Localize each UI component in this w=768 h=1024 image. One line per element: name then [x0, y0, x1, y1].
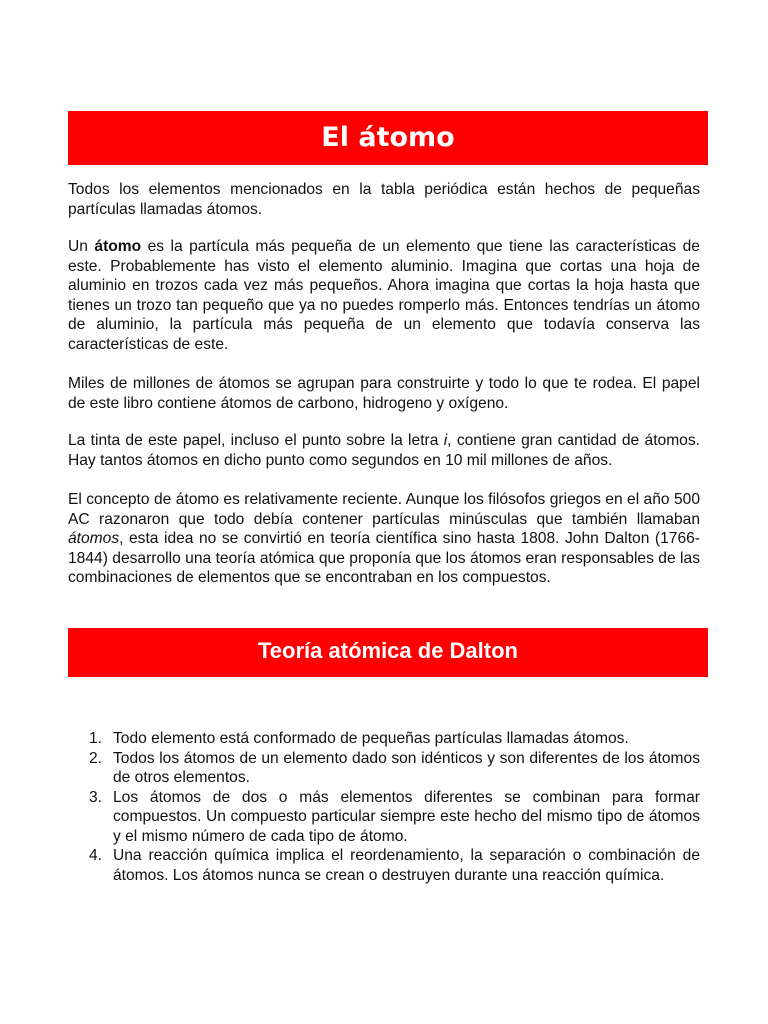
heading-dalton: Teoría atómica de Dalton — [258, 638, 518, 663]
paragraph-atom-definition — [68, 237, 700, 354]
para-5-rest: , esta idea no se convirtió en teoría científica sino hasta 1808. John Dalton (1766-1844) desarrollo una teoría atómica que proponía que los átomos eran responsables de las combinaciones de elementos que se encontraban en los compuestos. — [68, 530, 700, 586]
paragraph-intro-text: Todos los elementos mencionados en la tabla periódica están hechos de pequeñas partículas llamadas átomos. — [68, 181, 700, 218]
paragraph-billions — [68, 374, 700, 413]
list-item — [68, 729, 700, 749]
dalton-theory-list — [68, 729, 700, 885]
paragraph-history-text — [68, 490, 700, 588]
list-item — [68, 788, 700, 847]
list-item-text: Todo elemento está conformado de pequeñas partículas llamadas átomos. — [113, 730, 629, 747]
para-4-rest: , contiene gran cantidad de átomos. Hay tantos átomos en dicho punto como segundos en 10 mil millones de años. — [68, 432, 700, 469]
paragraph-atom-definition-text — [68, 237, 700, 354]
para-2-rest: es la partícula más pequeña de un elemento que tiene las características de este. Probablemente has visto el elemento aluminio. Imagina que cortas una hoja de aluminio en trozos cada vez más pequeños. Ahora imagina que cortas la hoja hasta que tienes un trozo tan pequeño que ya no puedes romperlo más. Entonces tendrías un átomo de aluminio, la partícula más pequeña de un elemento que todavía conserva las características de este. — [68, 238, 700, 353]
para-4-prefix: La tinta de este papel, incluso el punto sobre la letra — [68, 432, 444, 449]
paragraph-billions-text: Miles de millones de átomos se agrupan para construirte y todo lo que te rodea. El papel de este libro contiene átomos de carbono, hidrogeno y oxígeno. — [68, 375, 700, 412]
heading-el-atomo: El átomo — [321, 122, 455, 153]
list-item-number: 1. — [89, 730, 103, 747]
list-item-text: Todos los átomos de un elemento dado son idénticos y son diferentes de los átomos de otros elementos. — [113, 749, 700, 786]
para-2-prefix: Un — [68, 238, 95, 255]
list-item — [68, 846, 700, 885]
paragraph-ink-text — [68, 431, 700, 470]
list-item-number: 4. — [89, 847, 103, 864]
paragraph-intro — [68, 180, 700, 219]
list-item-number: 3. — [89, 788, 103, 806]
paragraph-ink — [68, 431, 700, 470]
term-atomos-italic: átomos — [68, 530, 120, 547]
list-item-text: Los átomos de dos o más elementos diferentes se combinan para formar compuestos. Un compuesto particular siempre este hecho del mismo tipo de átomos y el mismo número de cada tipo de átomo. — [113, 788, 700, 845]
para-5-prefix: El concepto de átomo es relativamente reciente. Aunque los filósofos griegos en el año 500 AC razonaron que todo debía contener partículas minúsculas que también llamaban — [68, 491, 700, 528]
term-atomo-bold: átomo — [94, 238, 142, 255]
list-item-number: 2. — [89, 749, 103, 767]
paragraph-history — [68, 490, 700, 588]
section-banner-dalton — [68, 628, 708, 677]
list-item-text: Una reacción química implica el reordenamiento, la separación o combinación de átomos. Los átomos nunca se crean o destruyen durante una reacción química. — [113, 847, 700, 884]
section-banner-el-atomo — [68, 111, 708, 165]
letter-i-italic: i — [443, 432, 448, 449]
list-item — [68, 749, 700, 788]
